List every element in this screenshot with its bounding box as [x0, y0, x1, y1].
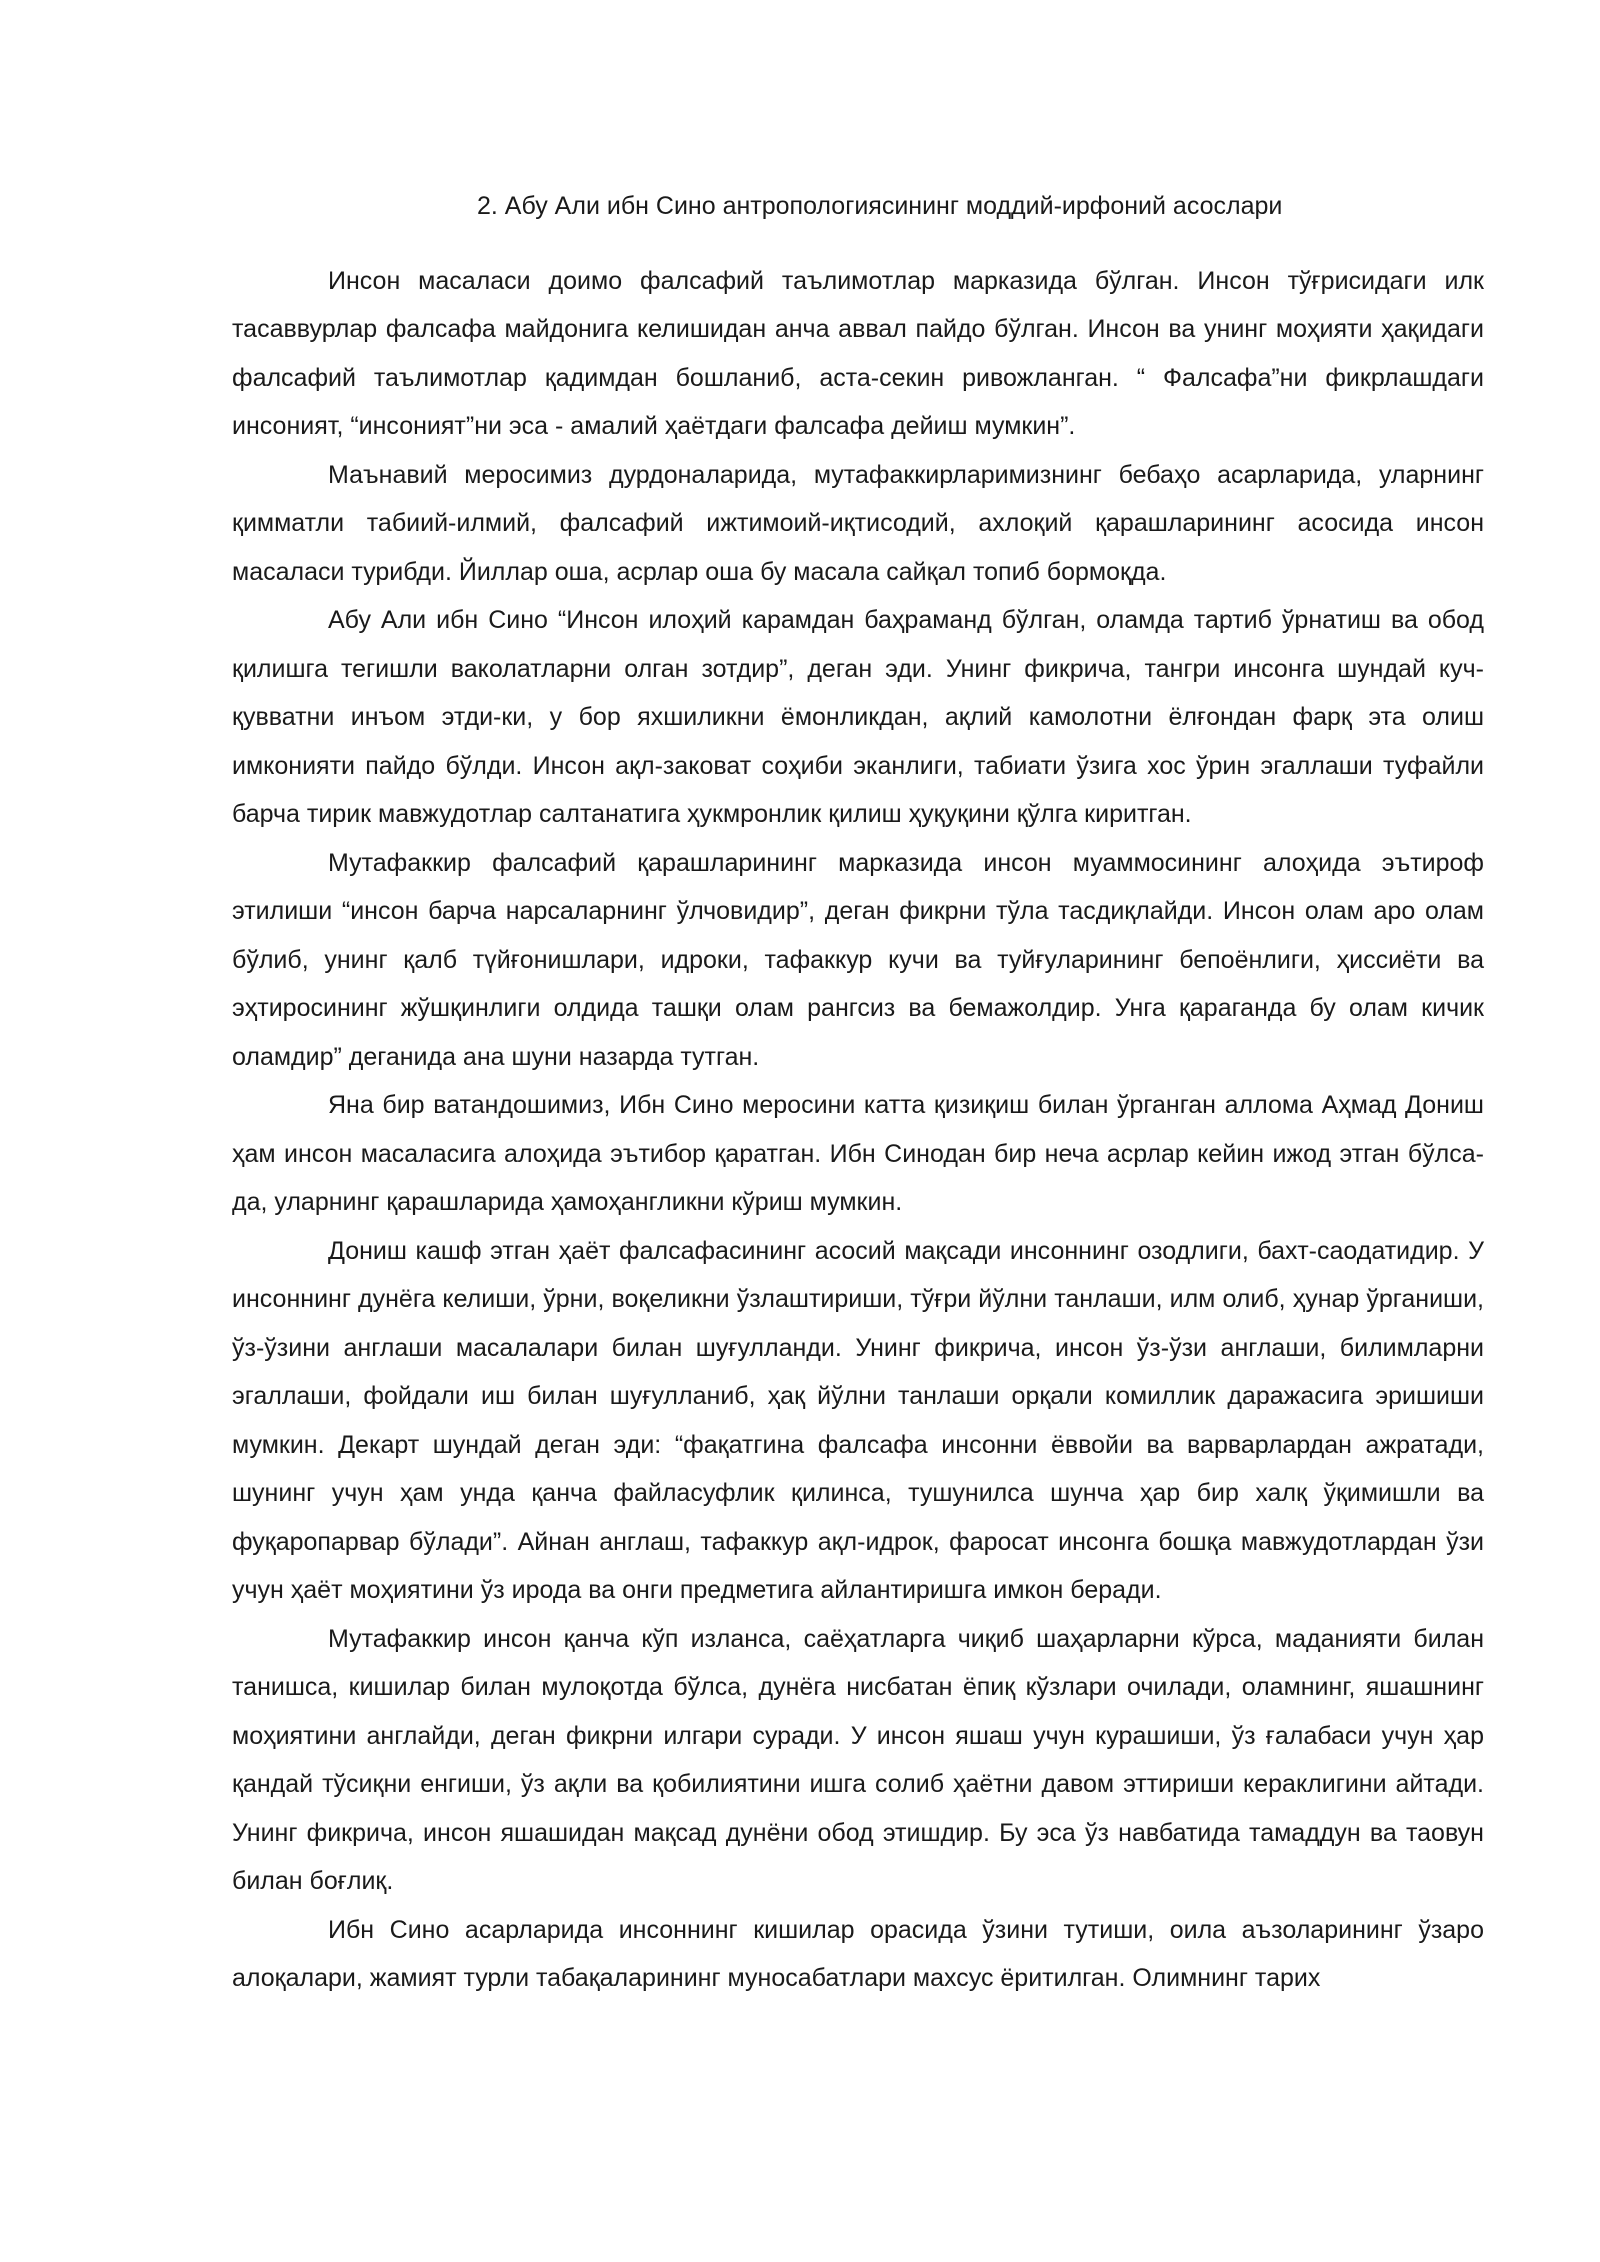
- paragraph: Инсон масаласи доимо фалсафий таълимотлар марказида бўлган. Инсон тўғрисидаги илк тасаввурлар фалсафа майдонига келишидан анча аввал пайдо бўлган. Инсон ва унинг моҳияти ҳақидаги фалсафий таълимотлар қадимдан бошланиб, аста-секин ривожланган. “ Фалсафа”ни фикрлашдаги инсоният, “инсоният”ни эса - амалий ҳаётдаги фалсафа дейиш мумкин”.: [232, 266, 1484, 440]
- paragraph: Мутафаккир инсон қанча кўп изланса, саёҳатларга чиқиб шаҳарларни кўрса, маданияти билан танишса, кишилар билан мулоқотда бўлса, дунёга нисбатан ёпиқ кўзлари очилади, оламнинг, яшашнинг моҳиятини англайди, деган фикрни илгари суради. У инсон яшаш учун курашиши, ўз ғалабаси учун ҳар қандай тўсиқни енгиши, ўз ақли ва қобилиятини ишга солиб ҳаётни давом эттириши кераклигини айтади. Унинг фикрича, инсон яшашидан мақсад дунёни обод этишдир. Бу эса ўз навбатида тамаддун ва таовун билан боғлиқ.: [232, 1624, 1484, 1895]
- paragraph: Абу Али ибн Сино “Инсон илоҳий карамдан баҳраманд бўлган, оламда тартиб ўрнатиш ва обод қилишга тегишли ваколатларни олган зотдир”, деган эди. Унинг фикрича, тангри инсонга шундай куч-қувватни инъом этди-ки, у бор яхшиликни ёмонликдан, ақлий камолотни ёлғондан фарқ эта олиш имконияти пайдо бўлди. Инсон ақл-заковат соҳиби эканлиги, табиати ўзига хос ўрин эгаллаши туфайли барча тирик мавжудотлар салтанатига ҳукмронлик қилиш ҳуқуқини қўлга киритган.: [232, 606, 1484, 828]
- paragraph: Маънавий меросимиз дурдоналарида, мутафаккирларимизнинг бебаҳо асарларида, уларнинг қимматли табиий-илмий, фалсафий ижтимоий-иқтисодий, ахлоқий қарашларининг асосида инсон масаласи турибди. Йиллар оша, асрлар оша бу масала сайқал топиб бормоқда.: [232, 460, 1484, 586]
- paragraph: Дониш кашф этган ҳаёт фалсафасининг асосий мақсади инсоннинг озодлиги, бахт-саодатидир. У инсоннинг дунёга келиши, ўрни, воқеликни ўзлаштириши, тўғри йўлни танлаши, илм олиб, ҳунар ўрганиши, ўз-ўзини англаши масалалари билан шуғулланди. Унинг фикрича, инсон ўз-ўзи англаши, билимларни эгаллаши, фойдали иш билан шуғулланиб, ҳақ йўлни танлаши орқали комиллик даражасига эришиши мумкин. Декарт шундай деган эди: “фақатгина фалсафа инсонни ёввойи ва варварлардан ажратади, шунинг учун ҳам унда қанча файласуфлик қилинса, тушунилса шунча ҳар бир халқ ўқимишли ва фуқаропарвар бўлади”. Айнан англаш, тафаккур ақл-идрок, фаросат инсонга бошқа мавжудотлардан ўзи учун ҳаёт моҳиятини ўз ирода ва онги предметига айлантиришга имкон беради.: [232, 1236, 1484, 1604]
- section-heading: 2. Абу Али ибн Сино антропологиясининг моддий-ирфоний асослари: [477, 192, 1283, 220]
- paragraph: Ибн Сино асарларида инсоннинг кишилар орасида ўзини тутиши, оила аъзоларининг ўзаро алоқалари, жамият турли табақаларининг муносабатлари махсус ёритилган. Олимнинг тарих: [232, 1915, 1484, 1992]
- paragraph: Мутафаккир фалсафий қарашларининг марказида инсон муаммосининг алоҳида эътироф этилиши “инсон барча нарсаларнинг ўлчовидир”, деган фикрни тўла тасдиқлайди. Инсон олам аро олам бўлиб, унинг қалб түйғонишлари, идроки, тафаккур кучи ва туйғуларининг бепоёнлиги, ҳиссиёти ва эҳтиросининг жўшқинлиги олдида ташқи олам рангсиз ва бемажолдир. Унга қараганда бу олам кичик оламдир” деганида ана шуни назарда тутган.: [232, 848, 1484, 1071]
- document-body: [232, 182, 1484, 2003]
- paragraph: Яна бир ватандошимиз, Ибн Сино меросини катта қизиқиш билан ўрганган аллома Аҳмад Дониш ҳам инсон масаласига алоҳида эътибор қаратган. Ибн Синодан бир неча асрлар кейин ижод этган бўлса-да, уларнинг қарашларида ҳамоҳангликни кўриш мумкин.: [232, 1091, 1484, 1216]
